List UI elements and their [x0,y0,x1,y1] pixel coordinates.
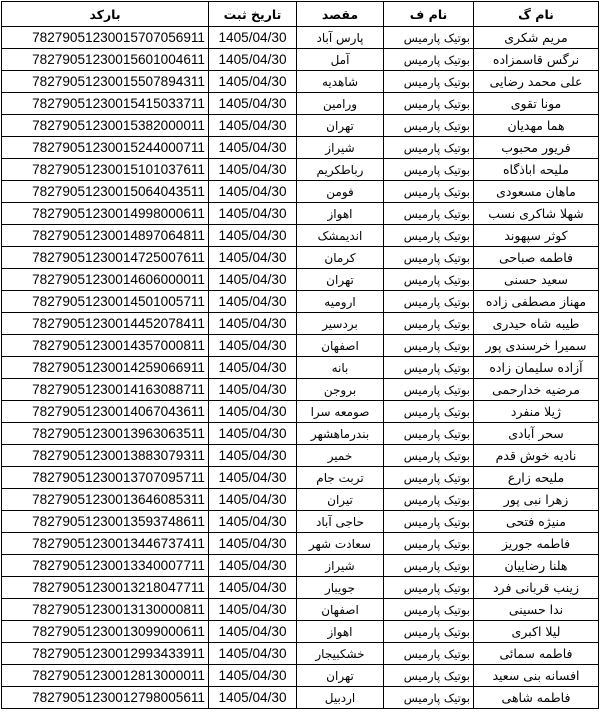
cell-receiver: فریور محبوب [474,137,599,159]
table-row [2,159,599,181]
header-destination: مقصد [297,2,384,27]
table-row [2,445,599,467]
cell-destination: صومعه سرا [297,401,384,423]
table-row [2,137,599,159]
cell-barcode: 78279051230012798005611 [2,687,209,709]
table-row [2,115,599,137]
cell-sender: بوتیک پارمیس [384,269,474,291]
cell-barcode: 78279051230012993433911 [2,643,209,665]
cell-receiver: طیبه شاه حیدری [474,313,599,335]
table-row [2,49,599,71]
header-sender: نام ف [384,2,474,27]
table-row [2,203,599,225]
cell-date: 1405/04/30 [209,159,297,181]
cell-sender: بوتیک پارمیس [384,445,474,467]
cell-destination: اصفهان [297,335,384,357]
cell-destination: فومن [297,181,384,203]
cell-date: 1405/04/30 [209,687,297,709]
cell-date: 1405/04/30 [209,115,297,137]
table-row [2,401,599,423]
cell-barcode: 78279051230012813000011 [2,665,209,687]
cell-destination: اهواز [297,621,384,643]
cell-barcode: 78279051230015101037611 [2,159,209,181]
table-row [2,313,599,335]
cell-barcode: 78279051230014501005711 [2,291,209,313]
header-row [2,2,599,27]
cell-receiver: منیژه فتحی [474,511,599,533]
table-row [2,247,599,269]
cell-destination: بندرماهشهر [297,423,384,445]
cell-destination: اصفهان [297,599,384,621]
cell-receiver: هما مهدیان [474,115,599,137]
cell-receiver: مریم شکری [474,27,599,49]
cell-receiver: نرگس قاسمزاده [474,49,599,71]
cell-sender: بوتیک پارمیس [384,27,474,49]
cell-barcode: 78279051230013340007711 [2,555,209,577]
cell-barcode: 78279051230013646085311 [2,489,209,511]
cell-destination: خشکبیجار [297,643,384,665]
table-row [2,291,599,313]
cell-date: 1405/04/30 [209,93,297,115]
cell-receiver: سعید حسنی [474,269,599,291]
cell-receiver: سحر آبادی [474,423,599,445]
cell-destination: شیراز [297,555,384,577]
cell-barcode: 78279051230015507894311 [2,71,209,93]
cell-destination: رباطکریم [297,159,384,181]
cell-receiver: فاطمه سمائی [474,643,599,665]
cell-date: 1405/04/30 [209,555,297,577]
cell-receiver: ملیحه زارع [474,467,599,489]
cell-sender: بوتیک پارمیس [384,49,474,71]
cell-date: 1405/04/30 [209,379,297,401]
cell-sender: بوتیک پارمیس [384,599,474,621]
cell-destination: بروجن [297,379,384,401]
cell-barcode: 78279051230014897064811 [2,225,209,247]
cell-destination: بانه [297,357,384,379]
cell-barcode: 78279051230015382000011 [2,115,209,137]
cell-date: 1405/04/30 [209,247,297,269]
cell-date: 1405/04/30 [209,423,297,445]
cell-barcode: 78279051230013963063511 [2,423,209,445]
cell-receiver: زهرا نبی پور [474,489,599,511]
table-row [2,577,599,599]
table-row [2,643,599,665]
cell-barcode: 78279051230013130000811 [2,599,209,621]
cell-date: 1405/04/30 [209,269,297,291]
cell-sender: بوتیک پارمیس [384,643,474,665]
cell-sender: بوتیک پارمیس [384,115,474,137]
table-row [2,379,599,401]
cell-receiver: مونا تقوی [474,93,599,115]
table-row [2,93,599,115]
cell-sender: بوتیک پارمیس [384,357,474,379]
cell-receiver: کوثر سپهوند [474,225,599,247]
cell-sender: بوتیک پارمیس [384,401,474,423]
cell-sender: بوتیک پارمیس [384,335,474,357]
cell-receiver: افسانه بنی سعید [474,665,599,687]
cell-receiver: شهلا شاکری نسب [474,203,599,225]
cell-barcode: 78279051230013446737411 [2,533,209,555]
cell-destination: سعادت شهر [297,533,384,555]
cell-destination: بردسیر [297,313,384,335]
cell-date: 1405/04/30 [209,225,297,247]
table-row [2,423,599,445]
cell-date: 1405/04/30 [209,137,297,159]
cell-date: 1405/04/30 [209,643,297,665]
cell-barcode: 78279051230014452078411 [2,313,209,335]
cell-date: 1405/04/30 [209,313,297,335]
cell-destination: شیراز [297,137,384,159]
cell-sender: بوتیک پارمیس [384,687,474,709]
cell-receiver: سمیرا خرسندی پور [474,335,599,357]
cell-destination: ورامین [297,93,384,115]
cell-date: 1405/04/30 [209,181,297,203]
cell-receiver: ماهان مسعودی [474,181,599,203]
cell-date: 1405/04/30 [209,467,297,489]
cell-date: 1405/04/30 [209,599,297,621]
cell-sender: بوتیک پارمیس [384,181,474,203]
cell-receiver: فاطمه صباحی [474,247,599,269]
cell-destination: شاهدیه [297,71,384,93]
cell-barcode: 78279051230014163088711 [2,379,209,401]
cell-sender: بوتیک پارمیس [384,533,474,555]
cell-destination: تهران [297,665,384,687]
cell-receiver: مرضیه خدارحمی [474,379,599,401]
cell-barcode: 78279051230015601004611 [2,49,209,71]
cell-destination: اردبیل [297,687,384,709]
cell-sender: بوتیک پارمیس [384,291,474,313]
cell-barcode: 78279051230013707095711 [2,467,209,489]
cell-barcode: 78279051230014606000011 [2,269,209,291]
cell-sender: بوتیک پارمیس [384,489,474,511]
table-row [2,225,599,247]
cell-date: 1405/04/30 [209,401,297,423]
cell-receiver: علی محمد رضایی [474,71,599,93]
cell-date: 1405/04/30 [209,577,297,599]
cell-sender: بوتیک پارمیس [384,665,474,687]
cell-date: 1405/04/30 [209,203,297,225]
cell-date: 1405/04/30 [209,71,297,93]
cell-destination: آمل [297,49,384,71]
cell-receiver: هلنا رضاییان [474,555,599,577]
cell-sender: بوتیک پارمیس [384,423,474,445]
table-row [2,467,599,489]
cell-barcode: 78279051230015415033711 [2,93,209,115]
cell-barcode: 78279051230015244000711 [2,137,209,159]
cell-date: 1405/04/30 [209,291,297,313]
cell-date: 1405/04/30 [209,357,297,379]
cell-barcode: 78279051230014259066911 [2,357,209,379]
header-date: تاریخ ثبت [209,2,297,27]
cell-destination: پارس آباد [297,27,384,49]
header-receiver: نام گ [474,2,599,27]
cell-destination: اندیمشک [297,225,384,247]
cell-destination: اهواز [297,203,384,225]
table-row [2,555,599,577]
cell-sender: بوتیک پارمیس [384,247,474,269]
cell-sender: بوتیک پارمیس [384,467,474,489]
cell-destination: حاجی آباد [297,511,384,533]
cell-receiver: ژیلا منفرد [474,401,599,423]
table-row [2,621,599,643]
shipments-table [1,1,599,709]
cell-date: 1405/04/30 [209,665,297,687]
cell-date: 1405/04/30 [209,27,297,49]
cell-sender: بوتیک پارمیس [384,137,474,159]
table-row [2,511,599,533]
cell-receiver: فاطمه شاهی [474,687,599,709]
cell-date: 1405/04/30 [209,445,297,467]
cell-date: 1405/04/30 [209,49,297,71]
table-row [2,27,599,49]
cell-destination: ارومیه [297,291,384,313]
cell-date: 1405/04/30 [209,511,297,533]
cell-sender: بوتیک پارمیس [384,313,474,335]
table-row [2,665,599,687]
cell-destination: خمیر [297,445,384,467]
cell-receiver: فاطمه جوریز [474,533,599,555]
table-row [2,687,599,709]
cell-destination: جویبار [297,577,384,599]
cell-receiver: ملیحه اباذگاه [474,159,599,181]
table-row [2,269,599,291]
cell-receiver: ندا حسینی [474,599,599,621]
table-row [2,533,599,555]
cell-sender: بوتیک پارمیس [384,379,474,401]
cell-destination: تهران [297,269,384,291]
cell-date: 1405/04/30 [209,621,297,643]
table-row [2,335,599,357]
cell-barcode: 78279051230013218047711 [2,577,209,599]
cell-sender: بوتیک پارمیس [384,621,474,643]
header-barcode: بارکد [2,2,209,27]
cell-barcode: 78279051230014357000811 [2,335,209,357]
cell-receiver: نادیه خوش قدم [474,445,599,467]
cell-sender: بوتیک پارمیس [384,71,474,93]
cell-barcode: 78279051230013099000611 [2,621,209,643]
cell-barcode: 78279051230014998000611 [2,203,209,225]
cell-receiver: لیلا اکبری [474,621,599,643]
cell-sender: بوتیک پارمیس [384,159,474,181]
cell-barcode: 78279051230014067043611 [2,401,209,423]
cell-sender: بوتیک پارمیس [384,555,474,577]
cell-barcode: 78279051230013883079311 [2,445,209,467]
table-row [2,599,599,621]
cell-date: 1405/04/30 [209,533,297,555]
table-row [2,489,599,511]
cell-date: 1405/04/30 [209,489,297,511]
cell-destination: تهران [297,115,384,137]
cell-receiver: آزاده سلیمان زاده [474,357,599,379]
cell-receiver: زینب قربانی فرد [474,577,599,599]
cell-sender: بوتیک پارمیس [384,93,474,115]
cell-sender: بوتیک پارمیس [384,225,474,247]
table-row [2,71,599,93]
cell-barcode: 78279051230014725007611 [2,247,209,269]
cell-date: 1405/04/30 [209,335,297,357]
cell-sender: بوتیک پارمیس [384,511,474,533]
cell-sender: بوتیک پارمیس [384,203,474,225]
cell-barcode: 78279051230015064043511 [2,181,209,203]
cell-destination: کرمان [297,247,384,269]
table-row [2,181,599,203]
cell-sender: بوتیک پارمیس [384,577,474,599]
cell-barcode: 78279051230015707056911 [2,27,209,49]
cell-barcode: 78279051230013593748611 [2,511,209,533]
cell-receiver: مهناز مصطفی زاده [474,291,599,313]
cell-destination: تیران [297,489,384,511]
cell-destination: تربت جام [297,467,384,489]
table-row [2,357,599,379]
